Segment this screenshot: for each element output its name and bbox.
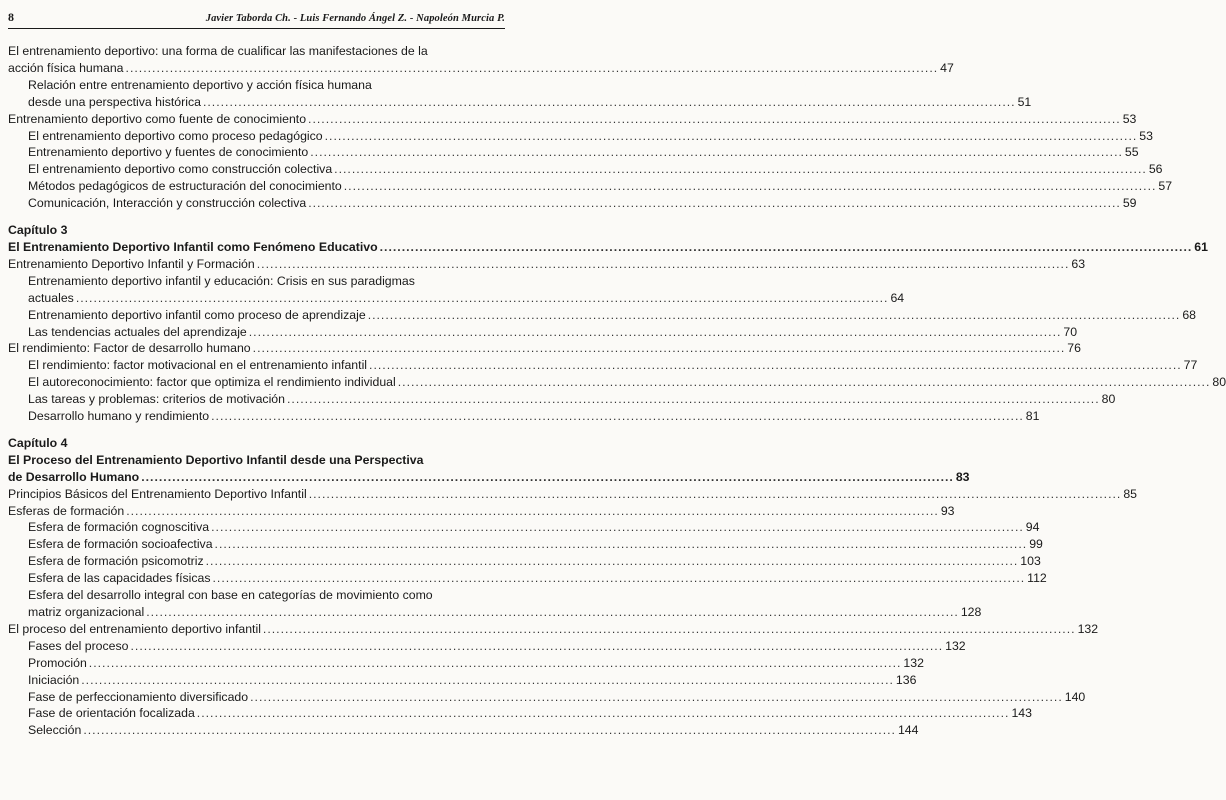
dot-leader (253, 340, 1066, 357)
toc-page-number: 132 (945, 638, 966, 653)
toc-entry-text: Comunicación, Interacción y construcción colectiva (28, 196, 307, 211)
dot-leader (257, 256, 1070, 273)
toc-entry-text: Métodos pedagógicos de estructuración del conocimiento (28, 179, 342, 194)
dot-leader (126, 60, 939, 77)
toc-entry-text: El proceso del entrenamiento deportivo infantil (8, 621, 261, 636)
toc-page-number: 83 (955, 469, 970, 484)
toc-entry (8, 60, 954, 77)
toc-entry (8, 503, 955, 520)
toc-entry-text: El entrenamiento deportivo como proceso pedagógico (28, 128, 323, 143)
toc-entry (8, 519, 1040, 536)
toc-entry (8, 705, 1032, 722)
chapter-title: El Proceso del Entrenamiento Deportivo Infantil desde una Perspectiva (8, 452, 424, 467)
running-header-authors: Javier Taborda Ch. - Luis Fernando Ángel Z. - Napoleón Murcia P. (205, 13, 505, 24)
dot-leader (213, 570, 1026, 587)
dot-leader (368, 307, 1181, 324)
toc-entry-text: Entrenamiento deportivo y fuentes de conocimiento (28, 145, 309, 160)
toc-entry (8, 161, 1163, 178)
toc-entry (8, 536, 1043, 553)
toc-entry (8, 722, 919, 739)
dot-leader (83, 722, 896, 739)
toc-entry-text: Esfera de formación psicomotriz (28, 554, 204, 569)
dot-leader (325, 128, 1138, 145)
toc-entry-text: Promoción (28, 655, 87, 670)
chapter-label: Capítulo 3 (8, 223, 68, 238)
toc-entry (8, 256, 1086, 273)
toc-page-number: 136 (895, 672, 917, 687)
toc-entry-text: Esfera de formación socioafectiva (28, 537, 213, 552)
toc-page-number: 128 (960, 605, 982, 619)
toc-page-number: 47 (940, 60, 954, 75)
toc-entry-text: Desarrollo humano y rendimiento (28, 409, 210, 424)
toc-entry-text: Fases del proceso (28, 638, 129, 653)
toc-entry-text: Principios Básicos del Entrenamiento Deportivo Infantil (8, 486, 307, 501)
toc-page-number: 64 (890, 290, 905, 305)
dot-leader (211, 519, 1024, 536)
toc-page-number: 76 (1067, 341, 1081, 356)
toc-page-number: 85 (1123, 486, 1138, 501)
toc-page-number: 70 (1063, 324, 1078, 339)
toc-page-number: 132 (1077, 621, 1099, 636)
dot-leader (81, 672, 894, 689)
dot-leader (89, 655, 902, 672)
toc-entry-text: Esferas de formación (8, 503, 125, 518)
toc-entry-text: Relación entre entrenamiento deportivo y acción física humana (28, 77, 372, 92)
toc-page-number: 63 (1071, 256, 1086, 271)
toc-entry (8, 290, 905, 307)
chapter-title-entry (8, 469, 970, 486)
toc-entry (8, 324, 1078, 341)
toc-entry-text: Las tendencias actuales del aprendizaje (28, 324, 247, 339)
dot-leader (146, 604, 959, 621)
toc-entry (8, 391, 1116, 408)
chapter-title: de Desarrollo Humano (8, 469, 140, 484)
toc-entry-text: Fase de orientación focalizada (28, 706, 195, 721)
toc-entry (8, 357, 1198, 374)
toc-page-number: 68 (1182, 307, 1197, 322)
toc-entry-text: El entrenamiento deportivo: una forma de cualificar las manifestaciones de la (8, 44, 428, 58)
toc-entry (8, 621, 1099, 638)
toc-page-number: 144 (897, 723, 919, 738)
dot-leader (76, 290, 889, 307)
dot-leader (369, 357, 1182, 374)
toc-page-number: 59 (1122, 196, 1137, 211)
toc-page-number: 140 (1064, 689, 1086, 704)
dot-leader (126, 503, 939, 520)
dot-leader (287, 391, 1100, 408)
toc-page-number: 77 (1183, 358, 1198, 373)
dot-leader (206, 553, 1019, 570)
toc-entry-text: actuales (28, 290, 74, 305)
toc-entry (8, 195, 1137, 212)
toc-page-number: 103 (1020, 554, 1041, 569)
dot-leader (309, 486, 1122, 503)
toc-entry (8, 638, 966, 655)
toc-entry (8, 340, 1081, 357)
toc-entry-text: Entrenamiento deportivo infantil como proceso de aprendizaje (28, 307, 366, 322)
toc-entry (8, 553, 1041, 570)
toc-page-number: 99 (1029, 537, 1043, 552)
dot-leader (334, 161, 1147, 178)
toc-entry (8, 655, 924, 672)
toc-entry-text: desde una perspectiva histórica (28, 94, 201, 109)
toc-entry (8, 689, 1086, 706)
toc-entry-text: Fase de perfeccionamiento diversificado (28, 689, 249, 704)
toc-entry-text: El rendimiento: Factor de desarrollo humano (8, 341, 251, 356)
dot-leader (141, 469, 954, 486)
running-header (8, 10, 505, 29)
toc-entry (8, 570, 1047, 587)
toc-entry-text: Entrenamiento deportivo como fuente de conocimiento (8, 111, 307, 126)
chapter-label: Capítulo 4 (8, 435, 68, 450)
toc-page-number: 94 (1025, 520, 1040, 535)
toc-page-number: 55 (1124, 145, 1139, 160)
toc-entry-text: Las tareas y problemas: criterios de motivación (28, 392, 285, 407)
toc-page-number: 53 (1122, 111, 1137, 126)
toc-entry-text: El entrenamiento deportivo como construcción colectiva (28, 162, 333, 177)
toc-page-number: 57 (1158, 179, 1173, 194)
toc-entry (8, 94, 1032, 111)
toc-entry-text: Iniciación (28, 672, 80, 687)
chapter-title: El Entrenamiento Deportivo Infantil como Fenómeno Educativo (8, 239, 378, 254)
toc-page-number: 53 (1139, 128, 1153, 143)
toc-entry-text: matriz organizacional (28, 605, 145, 619)
toc-entry (8, 111, 1137, 128)
dot-leader (344, 178, 1157, 195)
toc-entry-text: acción física humana (8, 60, 124, 75)
toc-entry-text: El autoreconocimiento: factor que optimiza el rendimiento individual (28, 375, 396, 390)
dot-leader (380, 239, 1193, 256)
chapter-title-entry (8, 239, 1208, 256)
toc-entry (8, 178, 1173, 195)
dot-leader (249, 324, 1062, 341)
toc-entry-text: Esfera de las capacidades físicas (28, 571, 211, 586)
toc-page-number: 93 (940, 503, 955, 518)
dot-leader (250, 689, 1063, 706)
toc-entry-text: Entrenamiento deportivo infantil y educación: Crisis en sus paradigmas (28, 273, 415, 288)
dot-leader (308, 195, 1121, 212)
dot-leader (130, 638, 943, 655)
toc-page-number: 143 (1011, 706, 1032, 721)
toc-page-number: 56 (1148, 162, 1163, 177)
toc-page-number: 80 (1212, 375, 1226, 390)
dot-leader (197, 705, 1010, 722)
toc-entry-text: Esfera del desarrollo integral con base en categorías de movimiento como (28, 588, 433, 603)
toc-page-number: 112 (1027, 571, 1047, 586)
table-of-contents (8, 43, 1226, 739)
toc-entry (8, 486, 1138, 503)
dot-leader (398, 374, 1211, 391)
toc-entry (8, 604, 982, 621)
toc-page-number: 132 (903, 655, 924, 670)
toc-page-number: 81 (1025, 409, 1040, 424)
page-number: 8 (8, 10, 14, 24)
toc-entry-text: El rendimiento: factor motivacional en el entrenamiento infantil (28, 358, 368, 373)
toc-entry (8, 672, 917, 689)
toc-entry (8, 128, 1153, 145)
toc-entry (8, 374, 1226, 391)
toc-entry (8, 408, 1040, 425)
toc-entry (8, 307, 1197, 324)
dot-leader (203, 94, 1016, 111)
dot-leader (211, 408, 1024, 425)
toc-entry-text: Entrenamiento Deportivo Infantil y Formación (8, 256, 255, 271)
dot-leader (263, 621, 1076, 638)
toc-entry (8, 144, 1139, 161)
toc-page-number: 80 (1101, 392, 1116, 407)
dot-leader (215, 536, 1028, 553)
dot-leader (310, 144, 1123, 161)
toc-entry-text: Esfera de formación cognoscitiva (28, 520, 210, 535)
toc-entry-text: Selección (28, 723, 82, 738)
toc-page-number: 51 (1017, 94, 1032, 109)
dot-leader (308, 111, 1121, 128)
toc-page-number: 61 (1194, 239, 1208, 254)
